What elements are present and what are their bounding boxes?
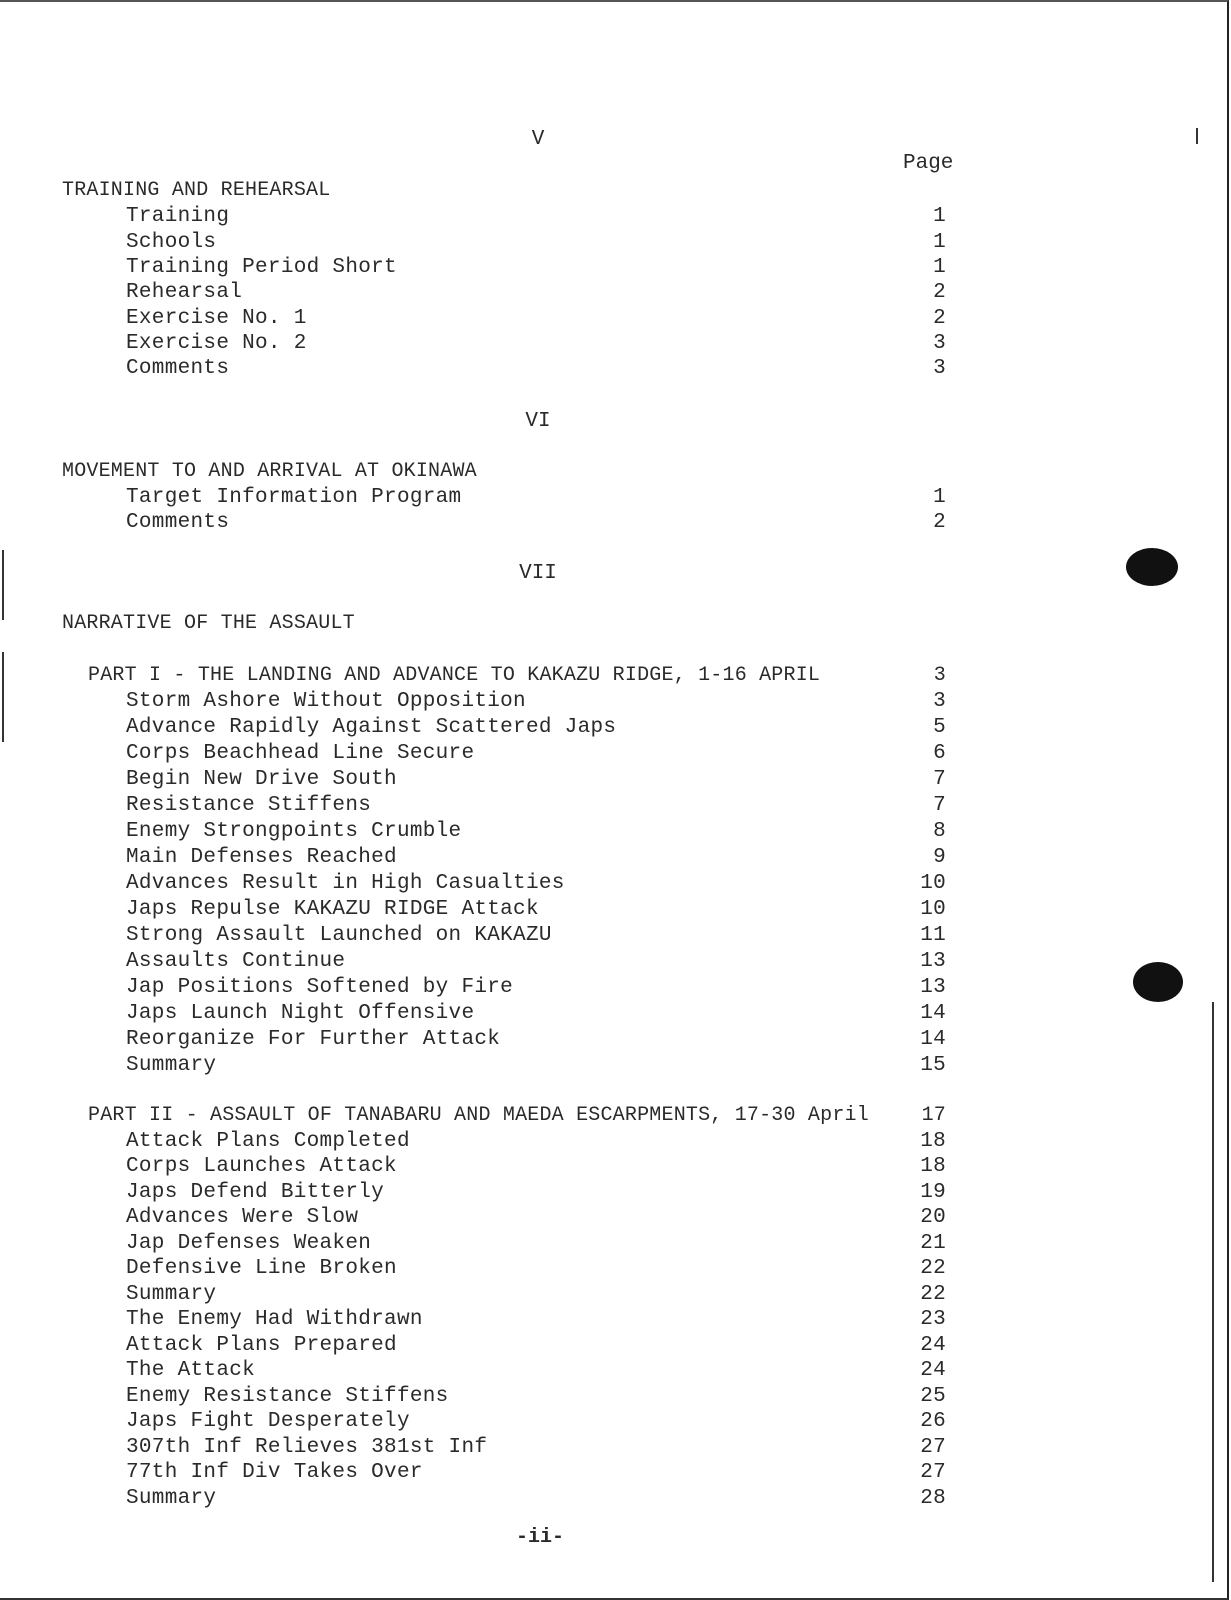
toc-entry: 77th Inf Div Takes Over 27 <box>126 1461 946 1484</box>
toc-entry: Target Information Program 1 <box>126 486 946 509</box>
toc-entry: The Attack 24 <box>126 1359 946 1382</box>
toc-entry: Enemy Strongpoints Crumble 8 <box>126 820 946 843</box>
section-title-movement: MOVEMENT TO AND ARRIVAL AT OKINAWA <box>62 460 477 483</box>
page-number-footer: -ii- <box>515 1526 565 1549</box>
section-numeral-v: V <box>531 128 545 151</box>
section-title-narrative: NARRATIVE OF THE ASSAULT <box>62 612 355 635</box>
punch-hole-blot-lower <box>1133 962 1183 1002</box>
toc-entry: Training 1 <box>126 205 946 228</box>
toc-entry: Summary 22 <box>126 1283 946 1306</box>
scan-edge-mark <box>1196 128 1198 144</box>
toc-entry: Assaults Continue 13 <box>126 950 946 973</box>
toc-entry: Advances Were Slow 20 <box>126 1206 946 1229</box>
toc-entry: Japs Fight Desperately 26 <box>126 1410 946 1433</box>
toc-entry: Attack Plans Prepared 24 <box>126 1334 946 1357</box>
toc-entry: Resistance Stiffens 7 <box>126 794 946 817</box>
section-title-training: TRAINING AND REHEARSAL <box>62 179 331 202</box>
punch-hole-blot-upper <box>1126 548 1178 586</box>
scan-left-mark <box>2 652 4 742</box>
toc-entry: Reorganize For Further Attack 14 <box>126 1028 946 1051</box>
document-page: V Page TRAINING AND REHEARSAL Training 1 Schools 1 Training Period Short 1 Rehearsal 2 Exercise No. 1 2 Exercise No. 2 3 Comments 3 VI MOVEMENT TO AND ARRIVAL AT OKINAWA Target Information Program 1 Comments 2 VII NARRATIVE OF THE ASSAULT PART I - THE LANDING AND ADVANCE TO KAKAZU RIDGE, 1-16 APRIL 3 Storm Ashore Without Opposition 3 Advance Rapidly Against Scattered Japs 5 Corps Beachhead Line Secure 6 Begin New Drive South 7 Resistance Stiffens 7 Enemy Strongpoints Crumble 8 Main Defenses Reached 9 Advances Result in High Casualties 10 Japs Repulse KAKAZU RIDGE Attack 10 Strong Assault Launched on KAKAZU 11 Assaults Continue 13 Jap Positions Softened by Fire 13 Japs Launch Night Offensive 14 Reorganize For Further Attack 14 Summary 15 PART II - ASSAULT OF TANABARU AND MAEDA ESCARPMENTS, 17-30 April 17 Attack Plans Completed 18 Corps Launches Attack 18 Japs Defend Bitterly 19 Advances Were Slow 20 Jap Defenses Weaken 21 Defensive Line Broken 22 Summary 22 The Enemy Had Withdrawn 23 Attack Plans Prepared 24 The Attack 24 Enemy Resistance Stiffens 25 Japs Fight Desperately 26 307th Inf Relieves 381st Inf 27 77th Inf Div Takes Over 27 Summary 28 -ii- <box>0 0 1229 1600</box>
toc-entry: The Enemy Had Withdrawn 23 <box>126 1308 946 1331</box>
toc-entry: Exercise No. 1 2 <box>126 307 946 330</box>
toc-entry: Comments 2 <box>126 511 946 534</box>
toc-entry: Japs Defend Bitterly 19 <box>126 1181 946 1204</box>
toc-entry: Rehearsal 2 <box>126 281 946 304</box>
toc-entry: Schools 1 <box>126 231 946 254</box>
scan-edge-line <box>1212 1002 1214 1582</box>
toc-entry: Japs Repulse KAKAZU RIDGE Attack 10 <box>126 898 946 921</box>
page-column-label: Page <box>903 152 954 175</box>
toc-entry: 307th Inf Relieves 381st Inf 27 <box>126 1436 946 1459</box>
toc-entry: Exercise No. 2 3 <box>126 332 946 355</box>
toc-entry: Main Defenses Reached 9 <box>126 846 946 869</box>
toc-entry: Storm Ashore Without Opposition 3 <box>126 690 946 713</box>
toc-entry: Corps Launches Attack 18 <box>126 1155 946 1178</box>
toc-entry: Advances Result in High Casualties 10 <box>126 872 946 895</box>
toc-entry: Summary 15 <box>126 1054 946 1077</box>
toc-entry: Summary 28 <box>126 1487 946 1510</box>
toc-entry: Corps Beachhead Line Secure 6 <box>126 742 946 765</box>
toc-entry: Jap Defenses Weaken 21 <box>126 1232 946 1255</box>
toc-entry: Advance Rapidly Against Scattered Japs 5 <box>126 716 946 739</box>
scan-left-mark <box>2 550 4 620</box>
toc-entry: Enemy Resistance Stiffens 25 <box>126 1385 946 1408</box>
toc-entry: Comments 3 <box>126 357 946 380</box>
toc-entry: Defensive Line Broken 22 <box>126 1257 946 1280</box>
toc-entry: Begin New Drive South 7 <box>126 768 946 791</box>
toc-entry: Training Period Short 1 <box>126 256 946 279</box>
toc-entry: Attack Plans Completed 18 <box>126 1130 946 1153</box>
toc-entry: Jap Positions Softened by Fire 13 <box>126 976 946 999</box>
toc-entry: Japs Launch Night Offensive 14 <box>126 1002 946 1025</box>
section-numeral-vi: VI <box>525 410 551 433</box>
toc-entry: Strong Assault Launched on KAKAZU 11 <box>126 924 946 947</box>
section-numeral-vii: VII <box>519 562 557 585</box>
